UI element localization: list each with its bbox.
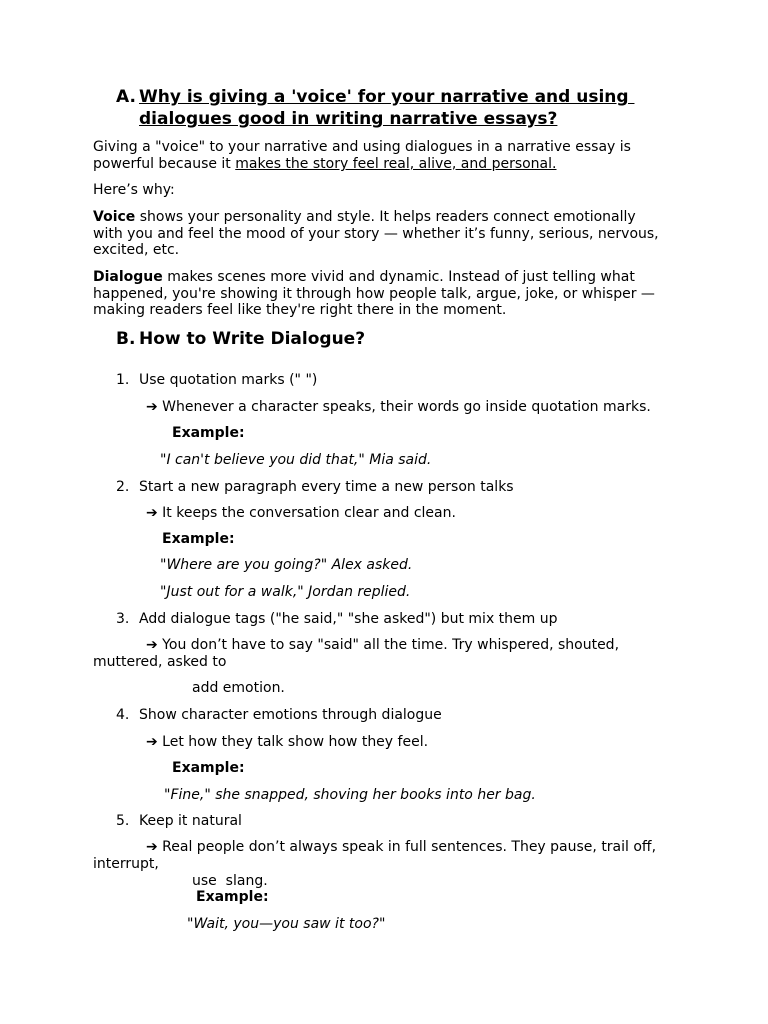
intro-line1: Giving a "voice" to your narrative and using dialogues in a narrative essay is	[93, 139, 631, 155]
tip-2-example-1-open-quote: "	[160, 557, 167, 573]
tip-3-explanation-line2: muttered, asked to	[93, 654, 227, 670]
tip-3-title: Add dialogue tags ("he said," "she asked") but mix them up	[139, 611, 558, 627]
voice-line2: with you and feel the mood of your story — whether it’s funny, serious, nervous,	[93, 226, 659, 242]
tip-2-example-label: Example:	[162, 531, 235, 547]
tip-2-example-1	[160, 557, 412, 574]
tip-4-example-text: Fine," she snapped, shoving her books into her bag.	[170, 787, 536, 803]
tip-2-example-2	[160, 584, 410, 601]
dialogue-line1-text: makes scenes more vivid and dynamic. Instead of just telling what	[162, 269, 635, 285]
dialogue-term: Dialogue	[93, 269, 163, 285]
tip-4-example	[164, 787, 536, 804]
tip-2-example-2-open-quote: "	[160, 584, 167, 600]
tip-5-explanation-line1: ➔ Real people don’t always speak in full sentences. They pause, trail off,	[146, 839, 657, 855]
tip-5-example	[187, 916, 385, 933]
heres-why: Here’s why:	[93, 182, 175, 198]
section-a-title-line1: Why is giving a 'voice' for your narrative and using	[139, 87, 635, 107]
dialogue-line3: making readers feel like they're right there in the moment.	[93, 302, 507, 318]
voice-line3: excited, etc.	[93, 242, 180, 258]
tip-2-number: 2.	[116, 479, 130, 495]
dialogue-line1	[93, 269, 635, 286]
tip-3-explanation-line3: add emotion.	[192, 680, 285, 696]
intro-line2-text: powerful because it	[93, 156, 236, 172]
tip-5-example-open-quote: "	[187, 916, 194, 932]
voice-line1-text: shows your personality and style. It helps readers connect emotionally	[135, 209, 636, 225]
tip-4-explanation: ➔ Let how they talk show how they feel.	[146, 734, 429, 750]
tip-1-example	[160, 452, 431, 469]
section-a-title-line2: dialogues good in writing narrative essays?	[139, 109, 558, 129]
tip-4-number: 4.	[116, 707, 130, 723]
tip-2-example-2-text: Just out for a walk," Jordan replied.	[166, 584, 411, 600]
tip-4-example-open-quote: "	[164, 787, 171, 803]
tip-5-explanation-line2: interrupt,	[93, 856, 159, 872]
tip-1-example-text: I can't believe you did that," Mia said.	[166, 452, 432, 468]
tip-1-title: Use quotation marks (" ")	[139, 372, 318, 388]
dialogue-line2: happened, you're showing it through how people talk, argue, joke, or whisper —	[93, 286, 655, 302]
section-b-letter: B.	[116, 329, 136, 349]
tip-3-explanation-line1: ➔ You don’t have to say "said" all the time. Try whispered, shouted,	[146, 637, 620, 653]
tip-1-explanation: ➔ Whenever a character speaks, their words go inside quotation marks.	[146, 399, 651, 415]
tip-5-example-label: Example:	[196, 889, 269, 905]
tip-3-number: 3.	[116, 611, 130, 627]
tip-1-example-open-quote: "	[160, 452, 167, 468]
tip-2-explanation: ➔ It keeps the conversation clear and clean.	[146, 505, 456, 521]
tip-5-title: Keep it natural	[139, 813, 242, 829]
tip-5-example-text: Wait, you—you saw it too?"	[193, 916, 386, 932]
tip-4-title: Show character emotions through dialogue	[139, 707, 442, 723]
tip-2-example-1-text: Where are you going?" Alex asked.	[166, 557, 413, 573]
tip-4-example-label: Example:	[172, 760, 245, 776]
tip-1-example-label: Example:	[172, 425, 245, 441]
tip-2-title: Start a new paragraph every time a new person talks	[139, 479, 514, 495]
tip-5-explanation-line3: use slang.	[192, 873, 268, 889]
section-b-title: How to Write Dialogue?	[139, 329, 366, 349]
tip-1-number: 1.	[116, 372, 130, 388]
intro-line2	[93, 156, 556, 173]
voice-line1	[93, 209, 636, 226]
tip-5-number: 5.	[116, 813, 130, 829]
section-a-letter: A.	[116, 87, 136, 107]
intro-line2-underlined: makes the story feel real, alive, and personal.	[235, 156, 557, 172]
voice-term: Voice	[93, 209, 136, 225]
